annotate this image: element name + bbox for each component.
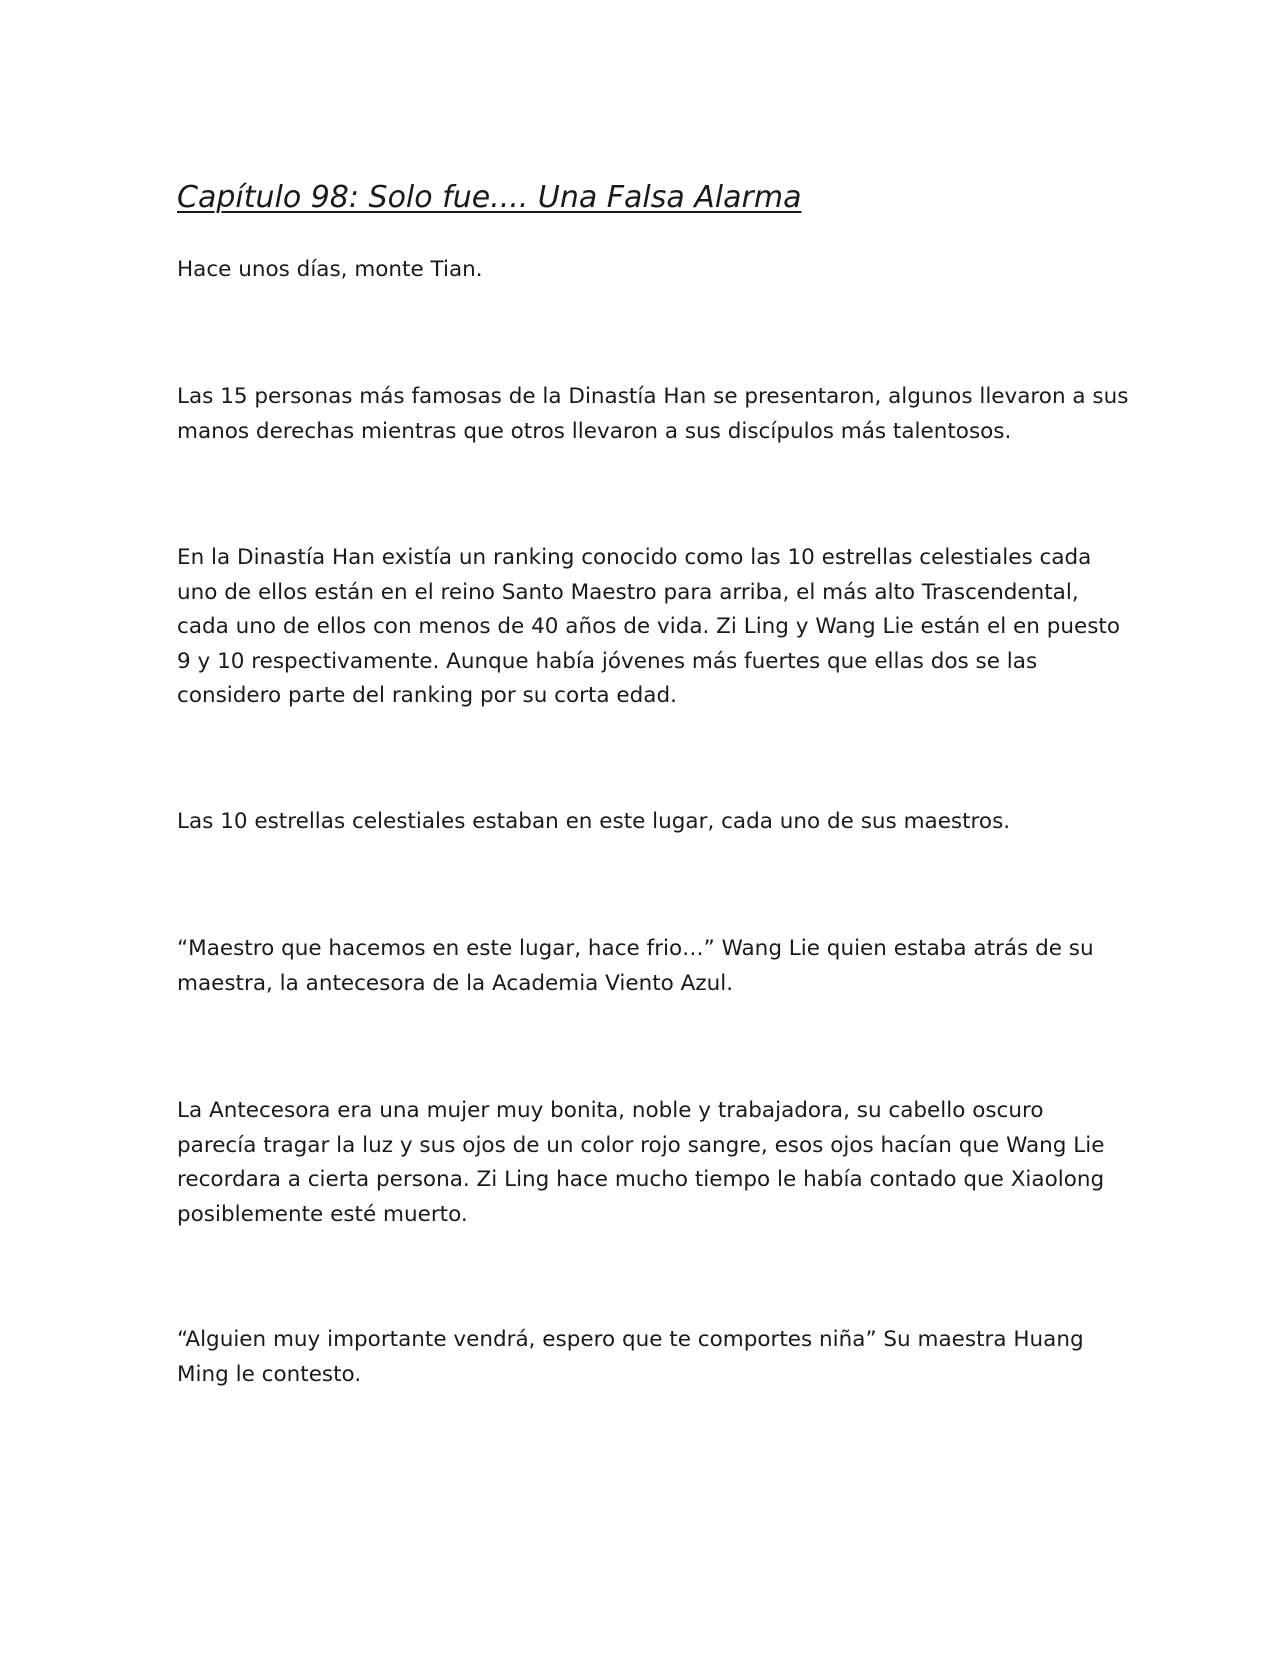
paragraph	[177, 1094, 1105, 1232]
paragraph-line: considero parte del ranking por su corta edad.	[177, 683, 677, 708]
paragraph-line: uno de ellos están en el reino Santo Maestro para arriba, el más alto Trascendental,	[177, 579, 1079, 605]
paragraph-line: En la Dinastía Han existía un ranking conocido como las 10 estrellas celestiales cada	[177, 545, 1092, 570]
paragraph	[177, 932, 1097, 1001]
paragraph-line: Hace unos días, monte Tian.	[177, 257, 483, 282]
paragraph-line: cada uno de ellos con menos de 40 años de vida. Zi Ling y Wang Lie están el en puesto	[177, 614, 1121, 639]
paragraph-line: Ming le contesto.	[177, 1361, 362, 1387]
chapter-title: Capítulo 98: Solo fue.... Una Falsa Alarma	[177, 180, 802, 215]
paragraph	[177, 380, 1129, 449]
paragraph-line: 9 y 10 respectivamente. Aunque había jóvenes más fuertes que ellas dos se las	[177, 648, 1038, 674]
paragraph-line: “Maestro que hacemos en este lugar, hace frio…” Wang Lie quien estaba atrás de su	[177, 936, 1094, 961]
paragraph-line: manos derechas mientras que otros llevaron a sus discípulos más talentosos.	[177, 418, 1012, 444]
paragraph-line: Las 15 personas más famosas de la Dinastía Han se presentaron, algunos llevaron a sus	[177, 384, 1129, 409]
paragraph-line: “Alguien muy importante vendrá, espero que te comportes niña” Su maestra Huang	[177, 1327, 1084, 1352]
paragraph	[177, 541, 1121, 714]
paragraph	[177, 805, 1097, 840]
paragraph-line: recordara a cierta persona. Zi Ling hace mucho tiempo le había contado que Xiaolong	[177, 1167, 1105, 1192]
paragraph-line: parecía tragar la luz y sus ojos de un color rojo sangre, esos ojos hacían que Wang Lie	[177, 1132, 1105, 1158]
paragraph-line: La Antecesora era una mujer muy bonita, noble y trabajadora, su cabello oscuro	[177, 1098, 1044, 1123]
paragraph-line: maestra, la antecesora de la Academia Viento Azul.	[177, 970, 734, 996]
paragraph	[177, 1323, 1097, 1392]
paragraph	[177, 253, 1097, 288]
paragraph-line: Las 10 estrellas celestiales estaban en este lugar, cada uno de sus maestros.	[177, 809, 1011, 834]
paragraph-line: posiblemente esté muerto.	[177, 1201, 468, 1227]
